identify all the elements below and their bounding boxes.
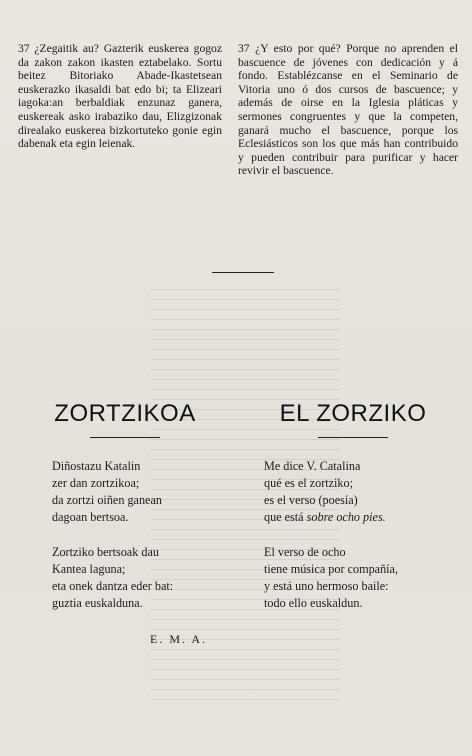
poem-line: Me dice V. Catalina <box>264 459 361 473</box>
basque-poem-title: ZORTZIKOA <box>54 400 196 427</box>
basque-stanza-2 <box>52 544 232 612</box>
author-signature: E. M. A. <box>150 632 208 646</box>
poem-line <box>264 509 464 526</box>
section-divider <box>212 272 274 273</box>
basque-paragraph-text: 37 ¿Zegaitik au? Gazterik euskerea gogoz da zakon zakon ikasten eztabelako. Sortu beitez Bitoriako Abade-Ikastetsean euskerazko ikasaldi bat edo bi; ta Elizeari iagoka:an berbaldiak enzunaz ganera, euskereak asko irabaziko dau, Elizgizonak direalako euskerea bizkortuteko gonie egin dabenak eta egin leienak. <box>18 42 222 151</box>
poem-line-start: que está <box>264 510 304 524</box>
poem-line: Diñostazu Katalin <box>52 459 141 473</box>
poem-line: tiene música por compañía, <box>264 562 399 576</box>
poem-line: y está uno hermoso baile: <box>264 579 389 593</box>
spanish-stanza-1 <box>264 458 464 526</box>
basque-paragraph <box>18 42 222 151</box>
basque-stanza-1 <box>52 458 232 526</box>
poem-line: todo ello euskaldun. <box>264 596 363 610</box>
poem-line: da zortzi oiñen ganean <box>52 493 162 507</box>
spanish-paragraph-text: 37 ¿Y esto por qué? Porque no aprenden el bascuence de jóvenes con dedicación y á fondo. Establézcanse en el Seminario de Vitoria uno ó dos cursos de bascuence; y además de oirse en la Iglesia pláticas y sermones congruentes y que la competen, ganará mucho el bascuence, porque los Eclesiásticos son los que más han contribuido y pueden contribuir para purificar y hacer revivir el bascuence. <box>238 42 458 178</box>
spanish-stanza-2 <box>264 544 464 612</box>
poem-line: qué es el zortziko; <box>264 476 354 490</box>
poem-line: Kantea laguna; <box>52 562 126 576</box>
spanish-title-underline <box>318 437 388 438</box>
poem-line: zer dan zortzikoa; <box>52 476 140 490</box>
basque-poem <box>52 458 232 630</box>
poem-line: dagoan bertsoa. <box>52 510 129 524</box>
poem-line: eta onek dantza eder bat: <box>52 579 174 593</box>
poem-line-italic: sobre ocho pies. <box>306 510 386 524</box>
spanish-paragraph <box>238 42 458 178</box>
poem-line: Zortziko bertsoak dau <box>52 545 159 559</box>
spanish-poem <box>264 458 464 630</box>
poem-line: El verso de ocho <box>264 545 346 559</box>
poem-line: guztia euskalduna. <box>52 596 143 610</box>
spanish-poem-title: EL ZORZIKO <box>279 400 427 427</box>
basque-title-underline <box>90 437 160 438</box>
poem-line: es el verso (poesía) <box>264 493 358 507</box>
